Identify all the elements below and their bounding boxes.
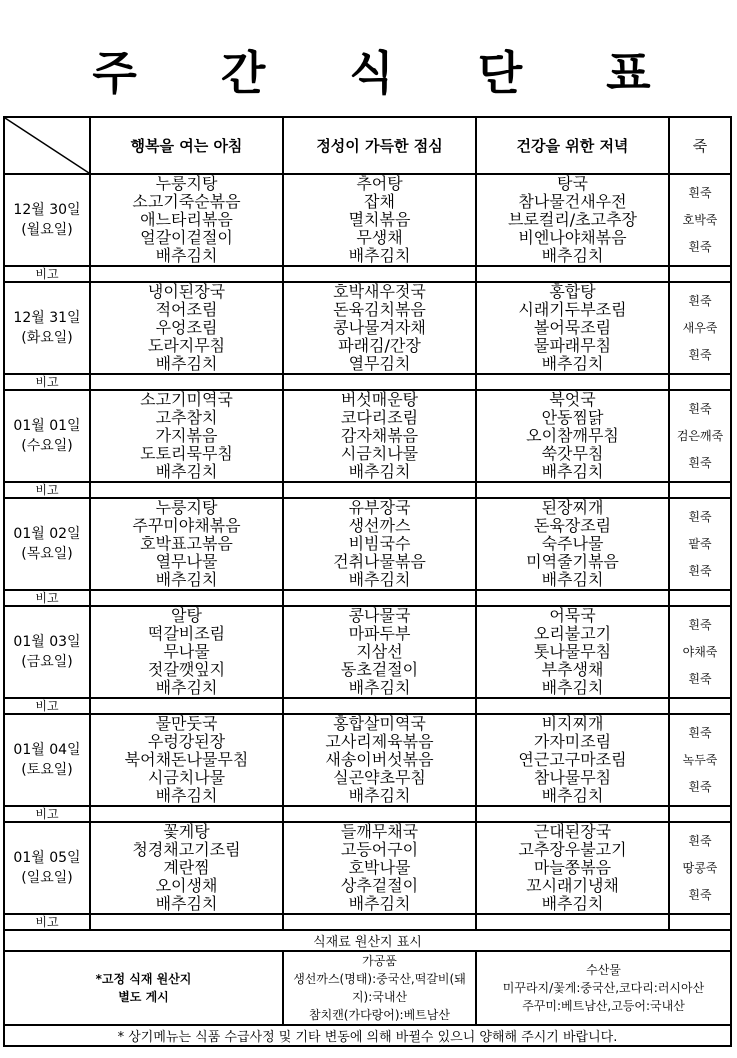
diagonal-line <box>5 118 89 173</box>
porridge-item: 호박죽 <box>682 212 718 227</box>
dinner-item: 참나물무침 <box>533 769 612 787</box>
dinner-cell <box>476 714 669 806</box>
dinner-item: 부추생채 <box>541 661 604 679</box>
dinner-item: 가자미조림 <box>533 733 612 751</box>
note-cell <box>90 914 283 930</box>
lunch-item: 지삼선 <box>356 643 403 661</box>
origin-processed <box>283 951 476 1025</box>
note-cell <box>476 374 669 390</box>
dinner-item: 배추김치 <box>541 247 604 265</box>
lunch-item: 무생채 <box>356 229 403 247</box>
dinner-cell <box>476 822 669 914</box>
corner-cell <box>4 117 90 174</box>
dinner-item: 숙주나물 <box>541 535 604 553</box>
origin-seafood-line-2: 주꾸미:베트남산,고등어:국내산 <box>522 999 685 1013</box>
lunch-item: 열무김치 <box>348 355 411 373</box>
origin-fixed-note <box>4 951 283 1025</box>
lunch-cell <box>283 498 476 590</box>
porridge-item: 흰죽 <box>688 509 712 524</box>
porridge-item: 땅콩죽 <box>682 860 718 875</box>
dinner-item: 시래기두부조림 <box>518 301 627 319</box>
lunch-cell <box>283 390 476 482</box>
breakfast-cell <box>90 390 283 482</box>
dinner-item: 비엔나야채볶음 <box>518 229 627 247</box>
dinner-item: 탕국 <box>557 175 588 193</box>
note-row <box>4 266 731 282</box>
header-breakfast: 행복을 여는 아침 <box>90 117 283 174</box>
note-cell <box>283 698 476 714</box>
note-cell <box>283 914 476 930</box>
breakfast-cell <box>90 282 283 374</box>
porridge-item: 흰죽 <box>688 455 712 470</box>
breakfast-item: 얼갈이겉절이 <box>140 229 233 247</box>
note-cell <box>283 266 476 282</box>
lunch-cell <box>283 606 476 698</box>
porridge-item: 흰죽 <box>688 563 712 578</box>
date-text: 12월 30일 <box>13 202 81 218</box>
note-cell <box>669 590 731 606</box>
lunch-item: 고등어구이 <box>340 841 419 859</box>
porridge-item: 녹두죽 <box>682 752 718 767</box>
note-cell <box>90 698 283 714</box>
lunch-item: 콩나물국 <box>348 607 411 625</box>
porridge-item: 흰죽 <box>688 401 712 416</box>
date-text: 01월 01일 <box>13 418 81 434</box>
dinner-item: 돈육장조림 <box>533 517 612 535</box>
weekday-text: (목요일) <box>21 546 73 562</box>
dinner-item: 고추장우불고기 <box>518 841 627 859</box>
breakfast-item: 적어조림 <box>155 301 218 319</box>
dinner-cell <box>476 390 669 482</box>
dinner-item: 배추김치 <box>541 787 604 805</box>
breakfast-item: 배추김치 <box>155 571 218 589</box>
note-cell <box>669 698 731 714</box>
weekday-text: (수요일) <box>21 438 73 454</box>
breakfast-item: 주꾸미야채볶음 <box>132 517 241 535</box>
origin-fixed-note-line-1: *고정 식재 원산지 <box>95 972 192 986</box>
date-cell <box>4 498 90 590</box>
lunch-item: 배추김치 <box>348 247 411 265</box>
breakfast-cell <box>90 498 283 590</box>
dinner-cell <box>476 498 669 590</box>
breakfast-cell <box>90 174 283 266</box>
dinner-item: 된장찌개 <box>541 499 604 517</box>
date-text: 01월 03일 <box>13 634 81 650</box>
breakfast-item: 알탕 <box>171 607 202 625</box>
lunch-item: 코다리조림 <box>340 409 419 427</box>
porridge-item: 흰죽 <box>688 293 712 308</box>
dinner-item: 어묵국 <box>549 607 596 625</box>
page-title: 주 간 식 단 표 <box>92 46 685 100</box>
note-row <box>4 482 731 498</box>
breakfast-item: 물만둣국 <box>155 715 218 733</box>
breakfast-item: 소고기죽순볶음 <box>132 193 241 211</box>
dinner-item: 오이참깨무침 <box>526 427 619 445</box>
day-row <box>4 174 731 266</box>
porridge-item: 팥죽 <box>688 536 712 551</box>
day-row <box>4 606 731 698</box>
lunch-cell <box>283 282 476 374</box>
date-cell <box>4 822 90 914</box>
dinner-item: 미역줄기볶음 <box>526 553 619 571</box>
breakfast-item: 오이생채 <box>155 877 218 895</box>
note-cell <box>283 590 476 606</box>
note-row <box>4 698 731 714</box>
lunch-item: 실곤약초무침 <box>333 769 426 787</box>
breakfast-item: 냉이된장국 <box>147 283 226 301</box>
breakfast-item: 떡갈비조림 <box>147 625 226 643</box>
dinner-item: 비지찌개 <box>541 715 604 733</box>
note-cell <box>669 914 731 930</box>
dinner-item: 홍합탕 <box>549 283 596 301</box>
breakfast-item: 배추김치 <box>155 247 218 265</box>
lunch-item: 배추김치 <box>348 679 411 697</box>
lunch-item: 호박나물 <box>348 859 411 877</box>
breakfast-item: 소고기미역국 <box>140 391 233 409</box>
note-cell <box>90 806 283 822</box>
date-text: 01월 02일 <box>13 526 81 542</box>
lunch-item: 멸치볶음 <box>348 211 411 229</box>
note-cell <box>669 482 731 498</box>
dinner-item: 배추김치 <box>541 571 604 589</box>
dinner-item: 톳나물무침 <box>533 643 612 661</box>
porridge-item: 새우죽 <box>682 320 718 335</box>
origin-fixed-note-line-2: 별도 게시 <box>118 990 169 1004</box>
breakfast-item: 애느타리볶음 <box>140 211 233 229</box>
date-text: 01월 04일 <box>13 742 81 758</box>
porridge-item: 흰죽 <box>688 725 712 740</box>
weekday-text: (금요일) <box>21 654 73 670</box>
origin-seafood <box>476 951 731 1025</box>
date-cell <box>4 174 90 266</box>
porridge-cell <box>669 174 731 266</box>
breakfast-item: 북어채돈나물무침 <box>124 751 249 769</box>
lunch-item: 배추김치 <box>348 787 411 805</box>
breakfast-item: 우엉조림 <box>155 319 218 337</box>
breakfast-item: 누룽지탕 <box>155 499 218 517</box>
lunch-item: 들깨무채국 <box>340 823 419 841</box>
breakfast-item: 배추김치 <box>155 895 218 913</box>
porridge-item: 검은깨죽 <box>676 428 724 443</box>
dinner-item: 안동찜닭 <box>541 409 604 427</box>
lunch-item: 마파두부 <box>348 625 411 643</box>
header-porridge: 죽 <box>669 117 731 174</box>
lunch-item: 파래김/간장 <box>338 337 421 355</box>
lunch-item: 건취나물볶음 <box>333 553 426 571</box>
lunch-item: 콩나물겨자채 <box>333 319 426 337</box>
note-cell <box>90 374 283 390</box>
breakfast-item: 누룽지탕 <box>155 175 218 193</box>
origin-seafood-title: 수산물 <box>586 963 621 977</box>
porridge-item: 흰죽 <box>688 617 712 632</box>
breakfast-item: 시금치나물 <box>147 769 226 787</box>
origin-processed-line-2: 참치캔(가다랑어):베트남산 <box>309 1008 450 1022</box>
porridge-cell <box>669 282 731 374</box>
dinner-item: 배추김치 <box>541 679 604 697</box>
note-label: 비고 <box>4 806 90 822</box>
date-cell <box>4 390 90 482</box>
breakfast-cell <box>90 714 283 806</box>
lunch-item: 시금치나물 <box>340 445 419 463</box>
lunch-cell <box>283 822 476 914</box>
date-cell <box>4 606 90 698</box>
note-cell <box>283 806 476 822</box>
lunch-cell <box>283 174 476 266</box>
dinner-cell <box>476 174 669 266</box>
origin-row <box>4 951 731 1025</box>
breakfast-cell <box>90 606 283 698</box>
note-cell <box>283 482 476 498</box>
origin-processed-line-1: 생선까스(명태):중국산,떡갈비(돼지):국내산 <box>293 972 466 1004</box>
dinner-cell <box>476 282 669 374</box>
weekday-text: (일요일) <box>21 870 73 886</box>
dinner-item: 브로컬리/초고추장 <box>507 211 638 229</box>
porridge-item: 흰죽 <box>688 347 712 362</box>
header-dinner: 건강을 위한 저녁 <box>476 117 669 174</box>
dinner-item: 연근고구마조림 <box>518 751 627 769</box>
porridge-item: 흰죽 <box>688 887 712 902</box>
porridge-cell <box>669 822 731 914</box>
lunch-item: 유부장국 <box>348 499 411 517</box>
note-cell <box>476 590 669 606</box>
date-text: 12월 31일 <box>13 310 81 326</box>
dinner-item: 배추김치 <box>541 463 604 481</box>
origin-processed-title: 가공품 <box>362 954 397 968</box>
note-cell <box>476 482 669 498</box>
dinner-item: 물파래무침 <box>533 337 612 355</box>
note-cell <box>476 806 669 822</box>
note-row <box>4 806 731 822</box>
note-label: 비고 <box>4 266 90 282</box>
breakfast-item: 열무나물 <box>155 553 218 571</box>
lunch-item: 비빔국수 <box>348 535 411 553</box>
porridge-item: 흰죽 <box>688 779 712 794</box>
dinner-item: 근대된장국 <box>533 823 612 841</box>
lunch-item: 감자채볶음 <box>340 427 419 445</box>
breakfast-item: 우렁강된장 <box>147 733 226 751</box>
lunch-item: 배추김치 <box>348 895 411 913</box>
porridge-cell <box>669 390 731 482</box>
note-label: 비고 <box>4 482 90 498</box>
note-cell <box>669 266 731 282</box>
day-row <box>4 498 731 590</box>
dinner-item: 마늘쫑볶음 <box>533 859 612 877</box>
date-cell <box>4 714 90 806</box>
origin-seafood-line-1: 미꾸라지/꽃게:중국산,코다리:러시아산 <box>502 981 705 995</box>
breakfast-item: 젓갈깻잎지 <box>147 661 226 679</box>
note-row <box>4 914 731 930</box>
weekday-text: (화요일) <box>21 330 73 346</box>
lunch-item: 배추김치 <box>348 571 411 589</box>
breakfast-item: 도토리묵무침 <box>140 445 233 463</box>
dinner-item: 참나물건새우전 <box>518 193 627 211</box>
lunch-item: 홍합살미역국 <box>333 715 426 733</box>
date-text: 01월 05일 <box>13 850 81 866</box>
lunch-item: 돈육김치볶음 <box>333 301 426 319</box>
breakfast-item: 고추참치 <box>155 409 218 427</box>
day-row <box>4 390 731 482</box>
note-cell <box>90 482 283 498</box>
note-label: 비고 <box>4 698 90 714</box>
breakfast-item: 배추김치 <box>155 355 218 373</box>
breakfast-item: 계란찜 <box>163 859 210 877</box>
dinner-item: 볼어묵조림 <box>533 319 612 337</box>
menu-table-wrapper <box>3 116 730 1047</box>
dinner-cell <box>476 606 669 698</box>
note-label: 비고 <box>4 374 90 390</box>
weekday-text: (월요일) <box>21 222 73 238</box>
lunch-item: 생선까스 <box>348 517 411 535</box>
dinner-item: 꼬시래기냉채 <box>526 877 619 895</box>
porridge-item: 흰죽 <box>688 239 712 254</box>
breakfast-item: 가지볶음 <box>155 427 218 445</box>
note-label: 비고 <box>4 590 90 606</box>
lunch-cell <box>283 714 476 806</box>
note-cell <box>476 914 669 930</box>
porridge-item: 흰죽 <box>688 833 712 848</box>
breakfast-item: 도라지무침 <box>147 337 226 355</box>
lunch-item: 호박새우젓국 <box>333 283 426 301</box>
breakfast-item: 배추김치 <box>155 679 218 697</box>
lunch-item: 잡채 <box>364 193 395 211</box>
porridge-item: 야채죽 <box>682 644 718 659</box>
breakfast-cell <box>90 822 283 914</box>
lunch-item: 상추겉절이 <box>340 877 419 895</box>
note-cell <box>476 266 669 282</box>
lunch-item: 배추김치 <box>348 463 411 481</box>
day-row <box>4 822 731 914</box>
note-row <box>4 590 731 606</box>
footer-note: * 상기메뉴는 식품 수급사정 및 기타 변동에 의해 바뀔수 있으니 양해해 주시기 바랍니다. <box>4 1025 731 1046</box>
porridge-cell <box>669 714 731 806</box>
breakfast-item: 무나물 <box>163 643 210 661</box>
breakfast-item: 배추김치 <box>155 463 218 481</box>
breakfast-item: 호박표고볶음 <box>140 535 233 553</box>
dinner-item: 배추김치 <box>541 895 604 913</box>
dinner-item: 북엇국 <box>549 391 596 409</box>
lunch-item: 고사리제육볶음 <box>325 733 434 751</box>
note-cell <box>476 698 669 714</box>
lunch-item: 버섯매운탕 <box>340 391 419 409</box>
date-cell <box>4 282 90 374</box>
porridge-cell <box>669 498 731 590</box>
porridge-cell <box>669 606 731 698</box>
breakfast-item: 청경채고기조림 <box>132 841 241 859</box>
note-cell <box>669 374 731 390</box>
note-label: 비고 <box>4 914 90 930</box>
dinner-item: 오리불고기 <box>533 625 612 643</box>
note-cell <box>90 590 283 606</box>
lunch-item: 새송이버섯볶음 <box>325 751 434 769</box>
origin-title-row <box>4 930 731 951</box>
weekly-menu-table <box>3 116 732 1047</box>
note-cell <box>669 806 731 822</box>
breakfast-item: 배추김치 <box>155 787 218 805</box>
weekday-text: (토요일) <box>21 762 73 778</box>
dinner-item: 쑥갓무침 <box>541 445 604 463</box>
porridge-item: 흰죽 <box>688 671 712 686</box>
origin-title: 식재료 원산지 표시 <box>4 930 731 951</box>
dinner-item: 배추김치 <box>541 355 604 373</box>
porridge-item: 흰죽 <box>688 185 712 200</box>
day-row <box>4 714 731 806</box>
note-cell <box>283 374 476 390</box>
day-row <box>4 282 731 374</box>
footer-row <box>4 1025 731 1046</box>
breakfast-item: 꽃게탕 <box>163 823 210 841</box>
lunch-item: 추어탕 <box>356 175 403 193</box>
header-lunch: 정성이 가득한 점심 <box>283 117 476 174</box>
note-cell <box>90 266 283 282</box>
lunch-item: 동초겉절이 <box>340 661 419 679</box>
header-row <box>4 117 731 174</box>
note-row <box>4 374 731 390</box>
